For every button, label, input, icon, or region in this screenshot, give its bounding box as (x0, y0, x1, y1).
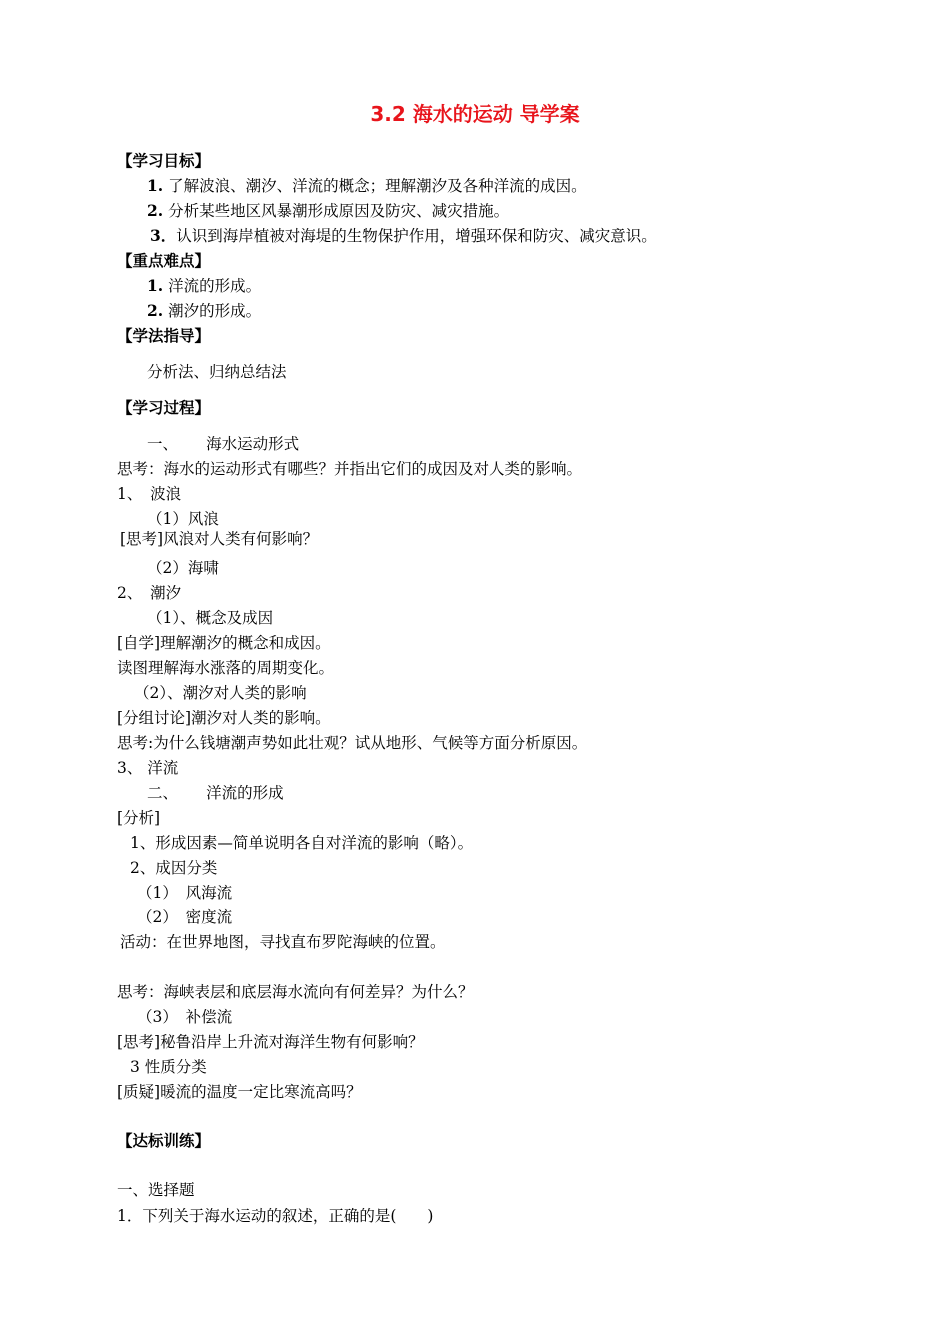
method-heading: 【学法指导】 (117, 327, 211, 345)
document-title: 3.2 海水的运动 导学案 (370, 102, 580, 126)
process-line: 2、成因分类 (130, 859, 218, 877)
process-line: 2、 潮汐 (117, 584, 182, 602)
objective-number: 1. (147, 176, 164, 195)
objective-item (147, 201, 509, 221)
process-line: [思考]秘鲁沿岸上升流对海洋生物有何影响？ (117, 1033, 424, 1051)
key-point-item (147, 301, 261, 321)
process-line: [分析] (117, 809, 161, 827)
objective-text: 认识到海岸植被对海堤的生物保护作用，增强环保和防灾、减灾意识。 (176, 227, 657, 245)
process-line: [自学]理解潮汐的概念和成因。 (117, 634, 331, 652)
process-line: 读图理解海水涨落的周期变化。 (117, 659, 335, 677)
training-question: 1．下列关于海水运动的叙述，正确的是( ) (117, 1207, 434, 1225)
process-line: 思考：海水的运动形式有哪些？并指出它们的成因及对人类的影响。 (117, 460, 583, 478)
objective-item (150, 226, 657, 246)
process-line: [分组讨论]潮汐对人类的影响。 (117, 709, 331, 727)
process-line: （3） 补偿流 (137, 1008, 233, 1026)
training-section: 一、选择题 (117, 1181, 195, 1199)
objectives-heading: 【学习目标】 (117, 152, 211, 170)
process-line: 一、 海水运动形式 (147, 435, 300, 453)
objective-number: 2. (147, 201, 164, 220)
objective-item (147, 176, 587, 196)
process-line: （1） 风海流 (137, 884, 233, 902)
process-line: （1）风浪 (147, 510, 219, 528)
process-line: （2）、潮汐对人类的影响 (134, 684, 307, 702)
key-points-heading: 【重点难点】 (117, 252, 211, 270)
key-point-number: 1. (147, 276, 164, 295)
process-line: 活动：在世界地图，寻找直布罗陀海峡的位置。 (120, 933, 446, 951)
process-line: 3、 洋流 (117, 759, 179, 777)
process-line: [质疑]暖流的温度一定比寒流高吗？ (117, 1083, 362, 1101)
process-heading: 【学习过程】 (117, 399, 211, 417)
process-line: （2） 密度流 (137, 908, 233, 926)
process-line: （1）、概念及成因 (147, 609, 274, 627)
objective-text: 分析某些地区风暴潮形成原因及防灾、减灾措施。 (168, 202, 510, 220)
process-line: 二、 洋流的形成 (147, 784, 284, 802)
training-heading: 【达标训练】 (117, 1132, 211, 1150)
key-point-text: 潮汐的形成。 (168, 302, 262, 320)
process-line: 3 性质分类 (130, 1058, 207, 1076)
key-point-item (147, 276, 261, 296)
objective-text: 了解波浪、潮汐、洋流的概念；理解潮汐及各种洋流的成因。 (168, 177, 587, 195)
process-line: [思考]风浪对人类有何影响？ (120, 530, 319, 548)
objective-number: 3． (150, 226, 177, 245)
process-line: 1、 波浪 (117, 485, 182, 503)
process-line: 思考：海峡表层和底层海水流向有何差异？为什么？ (117, 983, 474, 1001)
process-line: 1、形成因素—简单说明各自对洋流的影响（略）。 (130, 834, 474, 852)
method-text: 分析法、归纳总结法 (147, 363, 287, 381)
process-line: 思考:为什么钱塘潮声势如此壮观？试从地形、气候等方面分析原因。 (117, 734, 588, 752)
process-line: （2）海啸 (147, 559, 219, 577)
key-point-text: 洋流的形成。 (168, 277, 262, 295)
key-point-number: 2. (147, 301, 164, 320)
